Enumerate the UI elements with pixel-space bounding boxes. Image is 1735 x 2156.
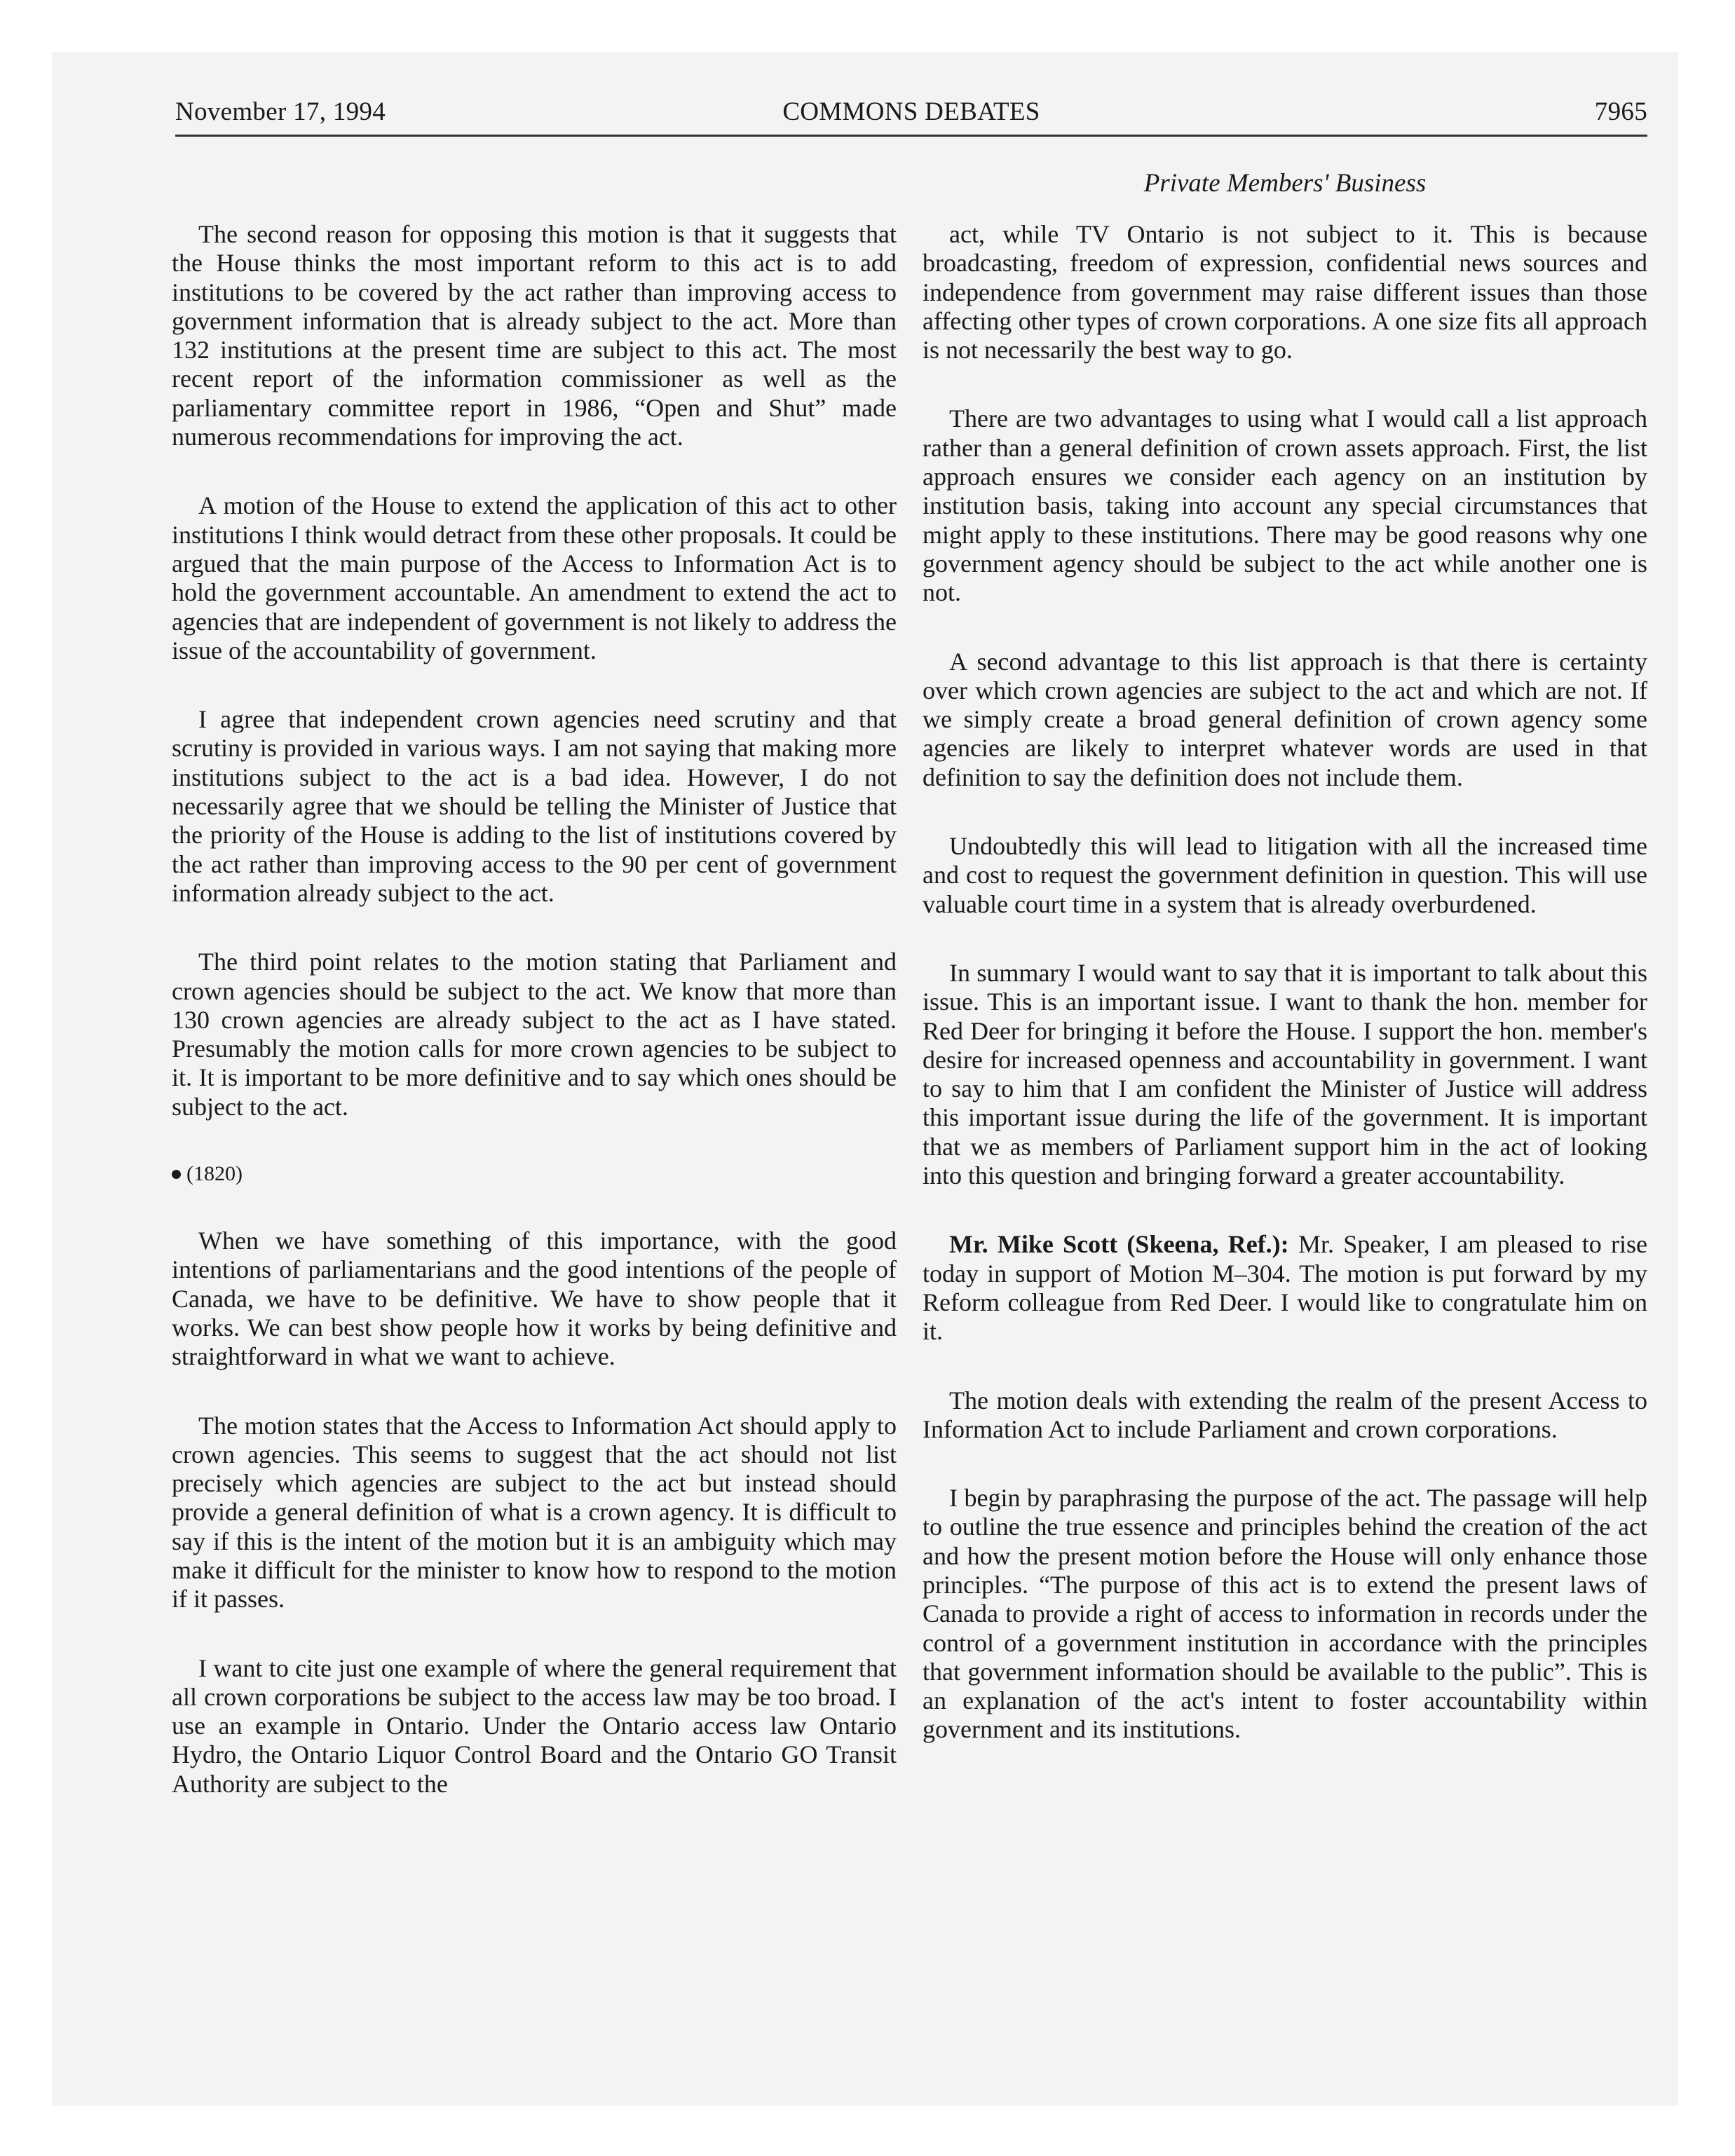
speech-text: Mr. Speaker, I am pleased to rise today in support of Motion M–304. The motion is put forward by my Reform colleague from Red Deer. I would like to congratulate him on it. <box>923 1230 1648 1346</box>
right-paragraph-6 <box>923 1230 1647 1346</box>
right-paragraph-7: The motion deals with extending the realm of the present Access to Information Act to include Parliament and crown corporations. <box>923 1386 1647 1443</box>
right-paragraph-4: Undoubtedly this will lead to litigation with all the increased time and cost to request the government definition in question. This will use valuable court time in a system that is already overburdened. <box>923 832 1647 918</box>
right-column <box>923 220 1647 1745</box>
page-header <box>175 90 1647 139</box>
header-date: November 17, 1994 <box>175 97 386 126</box>
left-paragraph-4: The third point relates to the motion stating that Parliament and crown agencies should be subject to the act. We know that more than 130 crown agencies are already subject to the act as I have stated. Presumably the motion calls for more crown agencies to be subject to it. It is important to be more definitive and to say which ones should be subject to the act. <box>172 948 897 1121</box>
left-paragraph-5: When we have something of this importance, with the good intentions of parliamentarians and the good intentions of the people of Canada, we have to be definitive. We have to show people that it works. We can best show people how it works by being definitive and straightforward in what we want to achieve. <box>172 1227 897 1371</box>
left-paragraph-7: I want to cite just one example of where the general requirement that all crown corporations be subject to the access law may be too broad. I use an example in Ontario. Under the Ontario access law Ontario Hydro, the Ontario Liquor Control Board and the Ontario GO Transit Authority are subject to the <box>172 1653 897 1798</box>
left-paragraph-2: A motion of the House to extend the application of this act to other institutions I think would detract from these other proposals. It could be argued that the main purpose of the Access to Information Act is to hold the government accountable. An amendment to extend the act to agencies that are independent of government is not likely to address the issue of the accountability of government. <box>172 491 897 664</box>
right-paragraph-2: There are two advantages to using what I would call a list approach rather than a general definition of crown assets approach. First, the list approach ensures we consider each agency on an institution by institution basis, taking into account any special circumstances that might apply to these institutions. There may be good reasons why one government agency should be subject to the act while another one is not. <box>923 404 1647 607</box>
header-rule <box>175 135 1647 137</box>
header-journal-title: COMMONS DEBATES <box>782 97 1040 126</box>
left-column <box>172 220 897 1799</box>
left-paragraph-1: The second reason for opposing this motion is that it suggests that the House thinks the most important reform to this act is to add institutions to be covered by the act rather than improving access to government information that is already subject to the act. More than 132 institutions at the present time are subject to this act. The most recent report of the information commissioner as well as the parliamentary committee report in 1986, “Open and Shut” made numerous recommendations for improving the act. <box>172 220 897 451</box>
timestamp-marker <box>172 1161 897 1187</box>
speaker-name: Mr. Mike Scott (Skeena, Ref.): <box>949 1230 1289 1259</box>
header-page-number: 7965 <box>1594 97 1647 126</box>
right-paragraph-3: A second advantage to this list approach is that there is certainty over which crown agencies are subject to the act and which are not. If we simply create a broad general definition of crown agency some agencies are likely to interpret whatever words are used in that definition to say the definition does not include them. <box>923 647 1647 791</box>
right-paragraph-1: act, while TV Ontario is not subject to it. This is because broadcasting, freedom of expression, confidential news sources and independence from government may raise different issues than those affecting other types of crown corporations. A one size fits all approach is not necessarily the best way to go. <box>923 220 1647 364</box>
bullet-icon <box>172 1170 181 1179</box>
left-paragraph-3: I agree that independent crown agencies need scrutiny and that scrutiny is provided in various ways. I am not saying that making more institutions subject to the act is a bad idea. However, I do not necessarily agree that we should be telling the Minister of Justice that the priority of the House is adding to the list of institutions covered by the act rather than improving access to the 90 per cent of government information already subject to the act. <box>172 705 897 907</box>
right-paragraph-8: I begin by paraphrasing the purpose of the act. The passage will help to outline the true essence and principles behind the creation of the act and how the present motion before the House will only enhance those principles. “The purpose of this act is to extend the present laws of Canada to provide a right of access to information in records under the control of a government institution in accordance with the principles that government information should be available to the public”. This is an explanation of the act's intent to foster accountability within government and its institutions. <box>923 1484 1647 1744</box>
left-paragraph-6: The motion states that the Access to Information Act should apply to crown agencies. This seems to suggest that the act should not list precisely which agencies are subject to the act but instead should provide a general definition of what is a crown agency. It is difficult to say if this is the intent of the motion but it is an ambiguity which may make it difficult for the minister to know how to respond to the motion if it passes. <box>172 1411 897 1613</box>
right-paragraph-5: In summary I would want to say that it is important to talk about this issue. This is an important issue. I want to thank the hon. member for Red Deer for bringing it before the House. I support the hon. member's desire for increased openness and accountability in government. I want to say to him that I am confident the Minister of Justice will address this important issue during the life of the government. It is important that we as members of Parliament support him in the act of looking into this question and bringing forward a greater accountability. <box>923 958 1647 1190</box>
timestamp-text: (1820) <box>186 1162 243 1186</box>
section-label: Private Members' Business <box>1143 169 1427 198</box>
